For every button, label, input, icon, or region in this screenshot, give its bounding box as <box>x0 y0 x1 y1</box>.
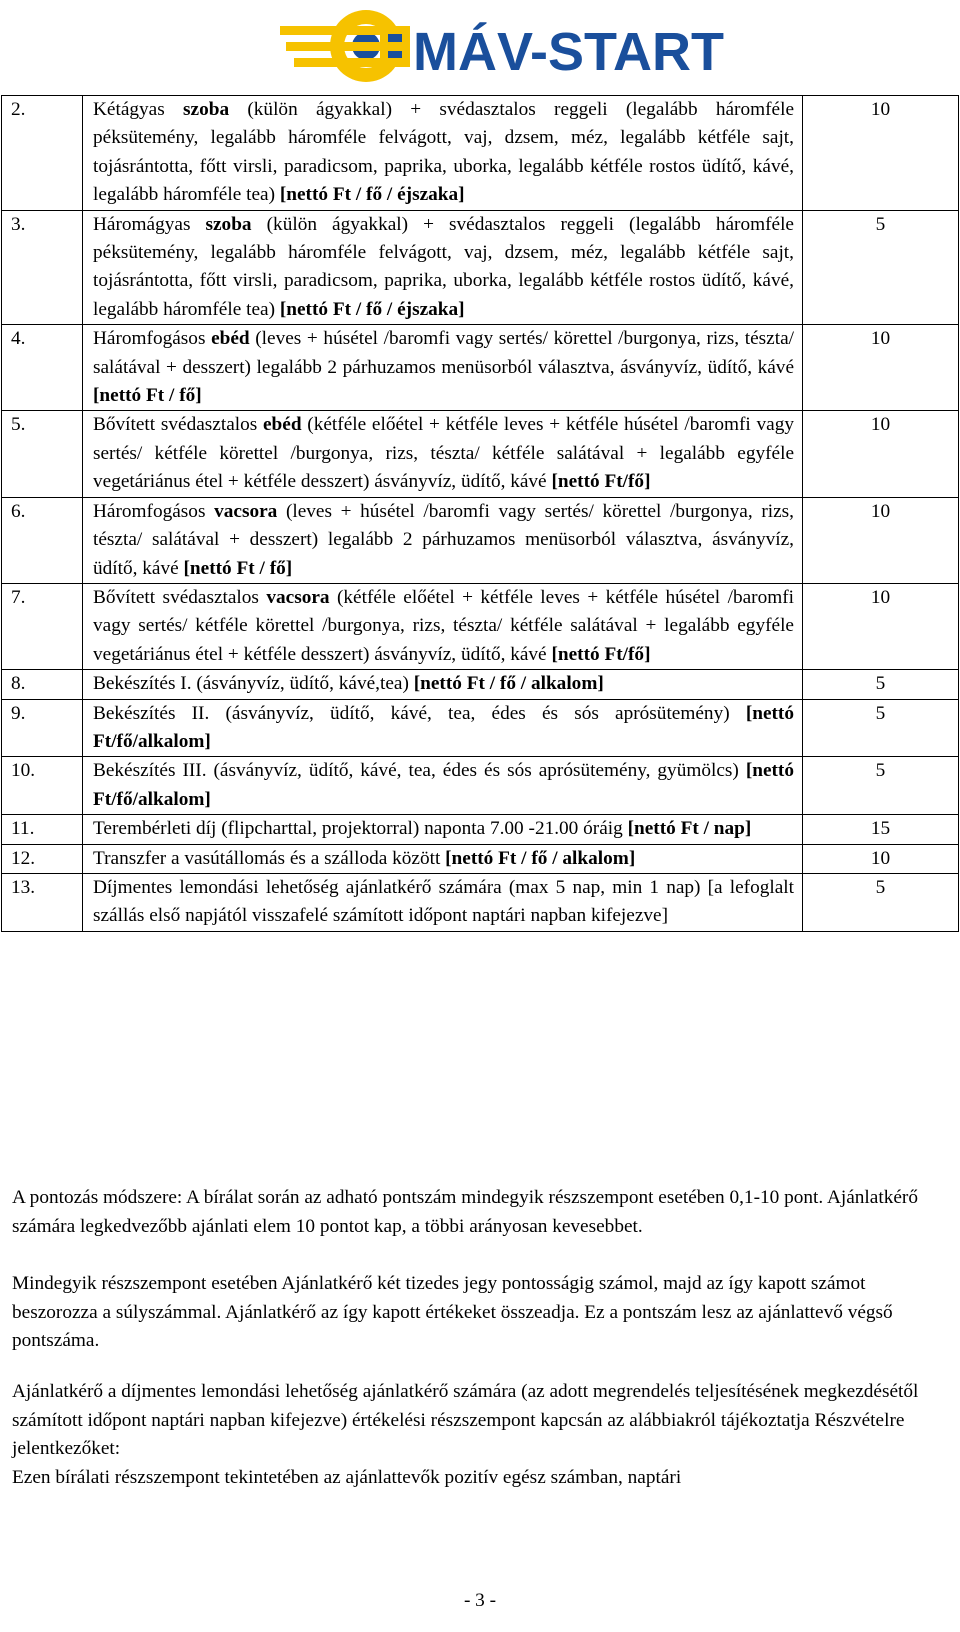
row-number: 13. <box>2 873 83 931</box>
table-body <box>2 96 959 932</box>
description-part: Bővített svédasztalos <box>93 414 263 436</box>
row-number: 6. <box>2 497 83 583</box>
evaluation-paragraph: Ezen bírálati részszempont tekintetében az ajánlattevők pozitív egész számban, naptári <box>12 1467 682 1488</box>
description-bold-part: [nettó Ft/fő/alkalom] <box>93 702 794 752</box>
description-bold-part: vacsora <box>214 500 278 522</box>
row-weight: 10 <box>803 411 959 497</box>
description-part: Bekészítés III. (ásványvíz, üdítő, kávé, tea, édes és sós aprósütemény, gyümölcs) <box>93 760 746 782</box>
row-description <box>83 583 803 669</box>
row-description <box>83 96 803 211</box>
logo-emblem <box>280 10 410 82</box>
table-row <box>2 873 959 931</box>
description-part: Háromfogásos <box>93 500 215 522</box>
table-row <box>2 325 959 411</box>
table-row <box>2 210 959 325</box>
description-bold-part: [nettó Ft / fő] <box>93 385 202 407</box>
row-description <box>83 497 803 583</box>
description-part: Bővített svédasztalos <box>93 586 267 608</box>
description-part: (külön ágyakkal) + svédasztalos reggeli (legalább háromféle péksütemény, legalább háromféle felvágott, vaj, dzsem, méz, legalább kétféle sajt, tojásrántotta, főtt virsli, paradicsom, paprika, uborka, legalább kétféle rostos üdítő, kávé, legalább háromféle tea) <box>93 99 795 206</box>
description-bold-part: vacsora <box>266 586 330 608</box>
description-part: (kétféle előétel + kétféle leves + kétféle húsétel /baromfi vagy sertés/ kétféle körettel /burgonya, rizs, tészta/ kétféle salátával + legalább egyféle vegetáriánus étel + kétféle desszert) ásványvíz, üdítő, kávé <box>93 414 794 493</box>
row-weight: 15 <box>803 815 959 844</box>
cancellation-paragraph: Ajánlatkérő a díjmentes lemondási lehetőség ajánlatkérő számára (az adott megrendelés teljesítésének megkezdésétől számított időpont naptári napban kifejezve) értékelési részszempont kapcsán az alábbiakról tájékoztatja Részvételre jelentkezőket: <box>12 1381 919 1460</box>
pricing-criteria-table <box>1 95 959 932</box>
description-bold-part: [nettó Ft/fő] <box>551 471 651 493</box>
description-bold-part: [nettó Ft / fő / alkalom] <box>413 673 604 695</box>
page-number: - 3 - <box>463 1590 497 1611</box>
row-number: 5. <box>2 411 83 497</box>
row-weight: 5 <box>803 670 959 699</box>
row-description <box>83 873 803 931</box>
row-weight: 5 <box>803 873 959 931</box>
description-bold-part: [nettó Ft/fő] <box>551 643 651 665</box>
description-part: Háromfogásos <box>93 328 212 350</box>
row-number: 8. <box>2 670 83 699</box>
description-part: Bekészítés II. (ásványvíz, üdítő, kávé, tea, édes és sós aprósütemény) <box>93 702 746 724</box>
row-weight: 5 <box>803 210 959 325</box>
table-row <box>2 757 959 815</box>
row-description <box>83 815 803 844</box>
description-bold-part: [nettó Ft / fő] <box>183 557 293 579</box>
row-description <box>83 757 803 815</box>
description-bold-part: [nettó Ft / nap] <box>627 818 752 840</box>
description-part: Háromágyas <box>93 213 206 235</box>
table-row <box>2 844 959 873</box>
row-description <box>83 670 803 699</box>
row-weight: 10 <box>803 497 959 583</box>
description-bold-part: [nettó Ft / fő / éjszaka] <box>279 184 465 206</box>
description-part: (kétféle előétel + kétféle leves + kétféle húsétel /baromfi vagy sertés/ kétféle körettel /burgonya, rizs, tészta/ kétféle salátával + legalább egyféle vegetáriánus étel + kétféle desszert) ásványvíz, üdítő, kávé <box>93 586 794 665</box>
table-row <box>2 411 959 497</box>
description-bold-part: szoba <box>205 213 252 235</box>
row-number: 2. <box>2 96 83 211</box>
description-bold-part: ebéd <box>263 414 302 436</box>
row-description <box>83 210 803 325</box>
row-number: 12. <box>2 844 83 873</box>
description-part: Díjmentes lemondási lehetőség ajánlatkérő számára (max 5 nap, min 1 nap) [a lefoglalt szállás első napjától visszafelé számított időpont naptári napban kifejezve] <box>93 876 794 927</box>
description-part: (külön ágyakkal) + svédasztalos reggeli (legalább háromféle péksütemény, legalább háromféle felvágott, vaj, dzsem, méz, legalább kétféle sajt, tojásrántotta, főtt virsli, paradicsom, paprika, uborka, legalább kétféle rostos üdítő, kávé, legalább háromféle tea) <box>93 213 794 320</box>
description-bold-part: szoba <box>183 99 230 120</box>
description-part: Terembérleti díj (flipcharttal, projektorral) naponta 7.00 -21.00 óráig <box>93 818 628 840</box>
table-row <box>2 583 959 669</box>
row-number: 3. <box>2 210 83 325</box>
description-part: (leves + húsétel /baromfi vagy sertés/ körettel /burgonya, rizs, tészta/ salátával + desszert) legalább 2 párhuzamos menüsorból választva, ásványvíz, üdítő, kávé <box>93 328 794 378</box>
description-bold-part: ebéd <box>211 328 250 350</box>
description-part: (leves + húsétel /baromfi vagy sertés/ körettel /burgonya, rizs, tészta/ salátával + desszert) legalább 2 párhuzamos menüsorból választva, ásványvíz, üdítő, kávé <box>93 500 794 579</box>
description-bold-part: [nettó Ft / fő / éjszaka] <box>279 298 465 320</box>
logo-text: MÁV-START <box>413 22 724 82</box>
row-weight: 10 <box>803 844 959 873</box>
row-description <box>83 699 803 757</box>
description-part: Kétágyas <box>93 99 184 120</box>
table-row <box>2 699 959 757</box>
row-description <box>83 411 803 497</box>
row-number: 7. <box>2 583 83 669</box>
row-weight: 10 <box>803 96 959 211</box>
description-bold-part: [nettó Ft/fő/alkalom] <box>93 760 794 810</box>
description-part: Transzfer a vasútállomás és a szálloda között <box>93 847 446 869</box>
row-description <box>83 325 803 411</box>
table-row <box>2 96 959 211</box>
mav-start-logo <box>280 4 724 90</box>
row-weight: 10 <box>803 583 959 669</box>
description-bold-part: [nettó Ft / fő / alkalom] <box>445 847 636 869</box>
row-weight: 5 <box>803 699 959 757</box>
row-description <box>83 844 803 873</box>
row-number: 4. <box>2 325 83 411</box>
row-number: 9. <box>2 699 83 757</box>
row-weight: 10 <box>803 325 959 411</box>
table-row <box>2 670 959 699</box>
calculation-paragraph: Mindegyik részszempont esetében Ajánlatkérő két tizedes jegy pontosságig számol, majd az így kapott számot beszorozza a súlyszámmal. Ajánlatkérő az így kapott értékeket összeadja. Ez a pontszám lesz az ajánlattevő végső pontszáma. <box>12 1273 893 1352</box>
scoring-method-paragraph: A pontozás módszere: A bírálat során az adható pontszám mindegyik részszempont esetében 0,1-10 pont. Ajánlatkérő számára legkedvezőbb ajánlati elem 10 pontot kap, a többi arányosan kevesebbet. <box>12 1187 918 1237</box>
description-part: Bekészítés I. (ásványvíz, üdítő, kávé,tea) <box>93 673 414 695</box>
row-number: 11. <box>2 815 83 844</box>
row-number: 10. <box>2 757 83 815</box>
table-row <box>2 815 959 844</box>
row-weight: 5 <box>803 757 959 815</box>
table-row <box>2 497 959 583</box>
